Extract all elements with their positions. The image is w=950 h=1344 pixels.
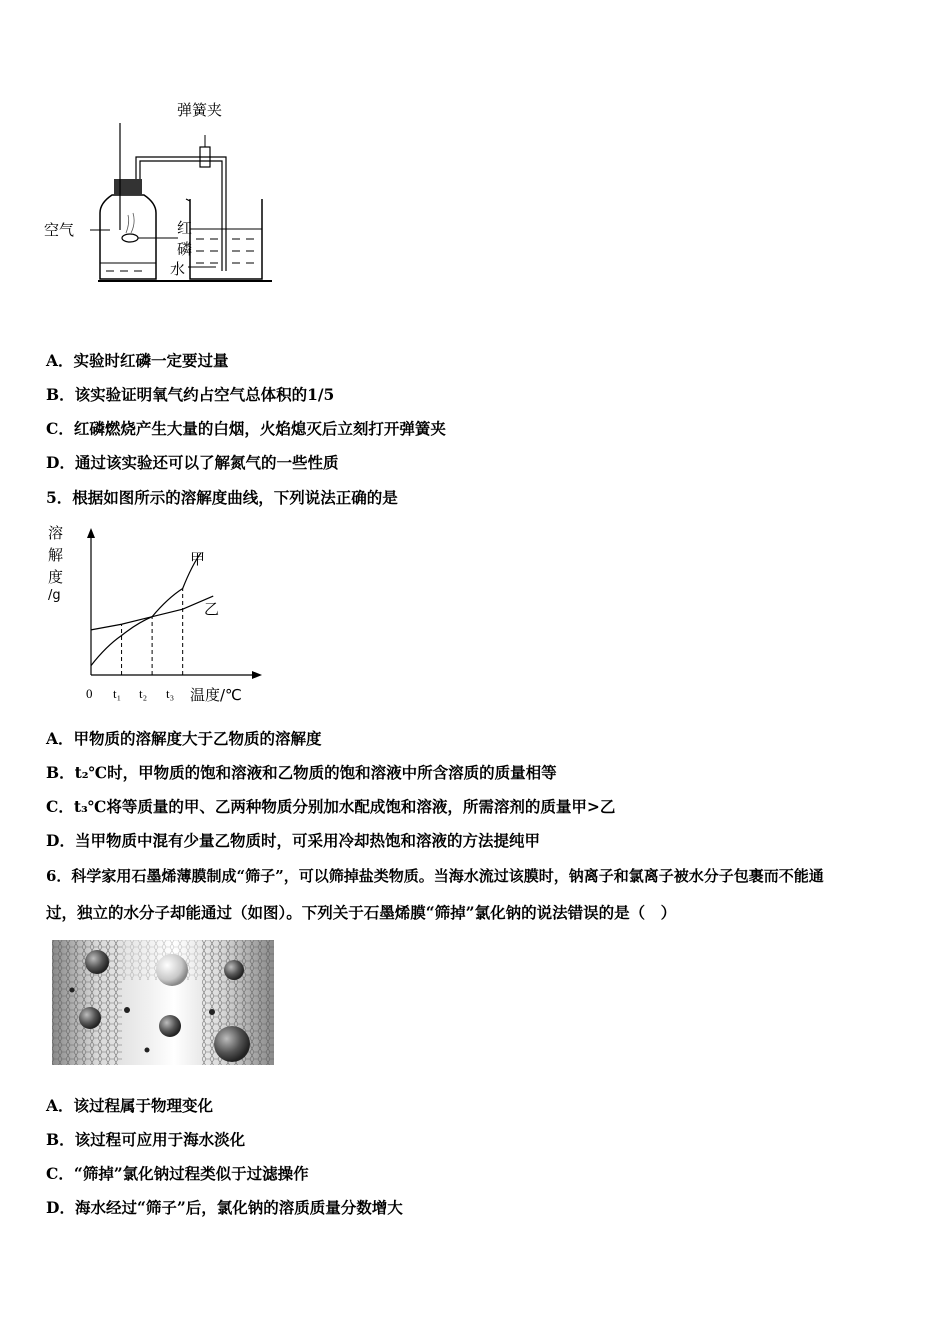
- apparatus-drawing: [40, 95, 280, 295]
- y-axis-label-1: 溶: [48, 524, 64, 542]
- solubility-chart: [44, 520, 284, 710]
- q4-option-d: D．通过该实验还可以了解氮气的一些性质: [46, 453, 339, 472]
- red-phosphorus-label-1: 红: [177, 219, 193, 237]
- x-tick-t1: t₁: [113, 686, 122, 701]
- y-axis-label-3: 度: [48, 568, 64, 586]
- series-label-yi: 乙: [204, 600, 220, 618]
- x-axis-arrow: [252, 671, 262, 679]
- x-tick-t2: t₂: [139, 686, 148, 701]
- q6-stem-line2: 过，独立的水分子却能通过（如图）。下列关于石墨烯膜“筛掉”氯化钠的说法错误的是（ ）: [46, 903, 677, 922]
- x-axis-label: 温度/℃: [190, 686, 242, 704]
- y-axis-label-2: 解: [48, 546, 64, 564]
- q5-option-a: A．甲物质的溶解度大于乙物质的溶解度: [46, 729, 322, 748]
- q5-stem: 5．根据如图所示的溶解度曲线，下列说法正确的是: [46, 488, 398, 507]
- x-tick-0: 0: [86, 686, 93, 701]
- q6-option-c: C．“筛掉”氯化钠过程类似于过滤操作: [46, 1164, 309, 1183]
- q4-option-b: B．该实验证明氧气约占空气总体积的1/5: [46, 385, 335, 404]
- clamp-label: 弹簧夹: [177, 101, 223, 119]
- air-label: 空气: [44, 221, 75, 239]
- water-label: 水: [170, 260, 186, 278]
- q5-option-d: D．当甲物质中混有少量乙物质时，可采用冷却热饱和溶液的方法提纯甲: [46, 831, 540, 850]
- graphene-image: [52, 940, 274, 1065]
- y-axis-label-4: /g: [48, 588, 61, 603]
- q6-option-d: D．海水经过“筛子”后，氯化钠的溶质质量分数增大: [46, 1198, 403, 1217]
- q5-option-b: B．t₂℃时，甲物质的饱和溶液和乙物质的饱和溶液中所含溶质的质量相等: [46, 763, 557, 782]
- series-label-jia: 甲: [190, 550, 206, 568]
- q6-stem-line1: 6．科学家用石墨烯薄膜制成“筛子”，可以筛掉盐类物质。当海水流过该膜时，钠离子和氯离子被水分子包裹而不能通: [46, 867, 824, 885]
- x-tick-t3: t₃: [166, 686, 175, 701]
- y-axis-arrow: [87, 528, 95, 538]
- q5-option-c: C．t₃℃将等质量的甲、乙两种物质分别加水配成饱和溶液，所需溶剂的质量甲>乙: [46, 797, 616, 816]
- red-phosphorus-label-2: 磷: [177, 240, 193, 258]
- apparatus-figure: [40, 95, 280, 295]
- graphene-illustration: [52, 940, 274, 1065]
- q6-option-a: A．该过程属于物理变化: [46, 1096, 214, 1115]
- q4-option-c: C．红磷燃烧产生大量的白烟，火焰熄灭后立刻打开弹簧夹: [46, 419, 446, 438]
- chart-plot: [44, 520, 284, 710]
- q4-option-a: A．实验时红磷一定要过量: [46, 351, 229, 370]
- q6-option-b: B．该过程可应用于海水淡化: [46, 1130, 246, 1149]
- series-line-jia: [91, 553, 201, 666]
